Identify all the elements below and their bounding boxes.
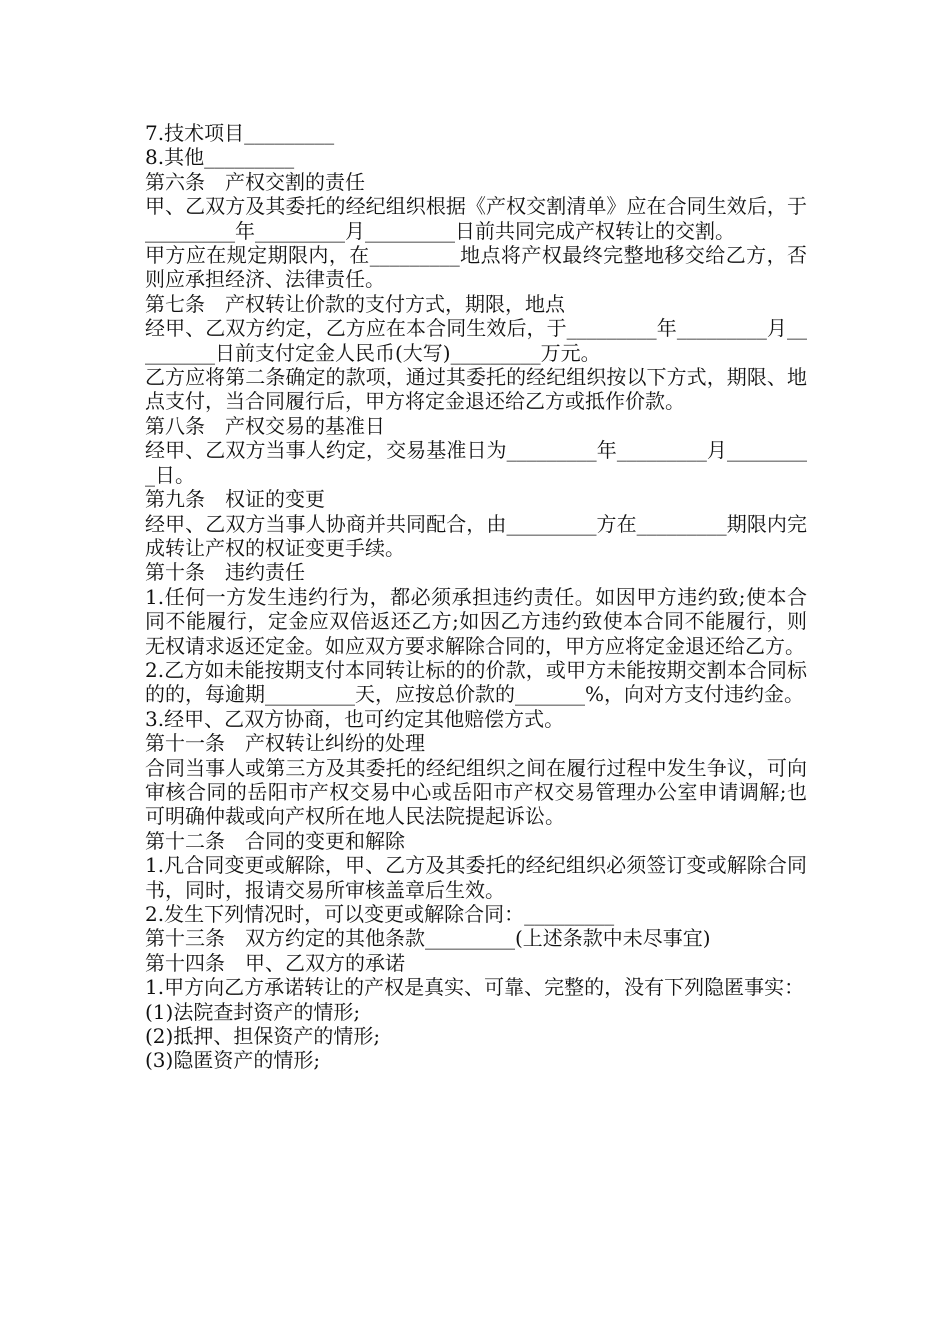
article-8-heading: 第八条 产权交易的基准日 bbox=[145, 413, 385, 438]
article-14-subitem-3: (3)隐匿资产的情形; bbox=[145, 1048, 321, 1073]
article-14-heading: 第十四条 甲、乙双方的承诺 bbox=[145, 950, 405, 975]
article-12-item-1: 1.凡合同变更或解除，甲、乙方及其委托的经纪组织必须签订变或解除合同书，同时，报请交易所审核盖章后生效。 bbox=[145, 853, 807, 902]
article-11-para-1: 合同当事人或第三方及其委托的经纪组织之间在履行过程中发生争议，可向审核合同的岳阳市产权交易中心或岳阳市产权交易管理办公室申请调解;也可明确仲裁或向产权所在地人民法院提起诉讼。 bbox=[145, 755, 807, 829]
article-10-item-1: 1.任何一方发生违约行为，都必须承担违约责任。如因甲方违约致;使本合同不能履行，定金应双倍返还乙方;如因乙方违约致使本合同不能履行，则无权请求返还定金。如应双方要求解除合同的，甲方应将定金退还给乙方。 bbox=[145, 584, 807, 658]
clause-item-7: 7.技术项目_________ bbox=[145, 121, 335, 145]
clause-item-8: 8.其他_________ bbox=[145, 145, 295, 170]
article-10-heading: 第十条 违约责任 bbox=[145, 560, 305, 585]
article-7-para-2: 乙方应将第二条确定的款项，通过其委托的经纪组织按以下方式，期限、地点支付，当合同履行后，甲方将定金退还给乙方或抵作价款。 bbox=[145, 365, 807, 414]
article-6-heading: 第六条 产权交割的责任 bbox=[145, 169, 365, 194]
article-7-heading: 第七条 产权转让价款的支付方式，期限，地点 bbox=[145, 291, 565, 316]
article-9-heading: 第九条 权证的变更 bbox=[145, 487, 325, 512]
article-6-para-2: 甲方应在规定期限内，在_________地点将产权最终完整地移交给乙方，否则应承担经济、法律责任。 bbox=[145, 243, 807, 292]
article-12-heading: 第十二条 合同的变更和解除 bbox=[145, 828, 405, 853]
article-6-para-1: 甲、乙双方及其委托的经纪组织根据《产权交割清单》应在合同生效后，于_________年_________月_________日前共同完成产权转让的交割。 bbox=[145, 194, 807, 243]
article-10-item-2: 2.乙方如未能按期支付本同转让标的的价款，或甲方未能按期交割本合同标的的，每逾期_________天，应按总价款的_______%，向对方支付违约金。 bbox=[145, 657, 807, 707]
article-9-para-1: 经甲、乙双方当事人协商并共同配合，由_________方在_________期限内完成转让产权的权证变更手续。 bbox=[145, 511, 807, 560]
article-14-item-1: 1.甲方向乙方承诺转让的产权是真实、可靠、完整的，没有下列隐匿事实： bbox=[145, 975, 805, 1000]
article-13-heading: 第十三条 双方约定的其他条款_________(上述条款中未尽事宜) bbox=[145, 926, 711, 951]
article-7-para-1: 经甲、乙双方约定，乙方应在本合同生效后，于_________年_________月_________日前支付定金人民币(大写)_________万元。 bbox=[145, 316, 807, 365]
article-8-para-1: 经甲、乙双方当事人约定，交易基准日为_________年_________月_________日。 bbox=[145, 438, 807, 487]
document-body bbox=[145, 121, 807, 1073]
article-14-subitem-1: (1)法院查封资产的情形; bbox=[145, 999, 361, 1024]
article-12-item-2: 2.发生下列情况时，可以变更或解除合同：_________ bbox=[145, 902, 615, 926]
article-10-item-3: 3.经甲、乙双方协商，也可约定其他赔偿方式。 bbox=[145, 706, 565, 731]
article-11-heading: 第十一条 产权转让纠纷的处理 bbox=[145, 731, 425, 756]
article-14-subitem-2: (2)抵押、担保资产的情形; bbox=[145, 1024, 381, 1049]
